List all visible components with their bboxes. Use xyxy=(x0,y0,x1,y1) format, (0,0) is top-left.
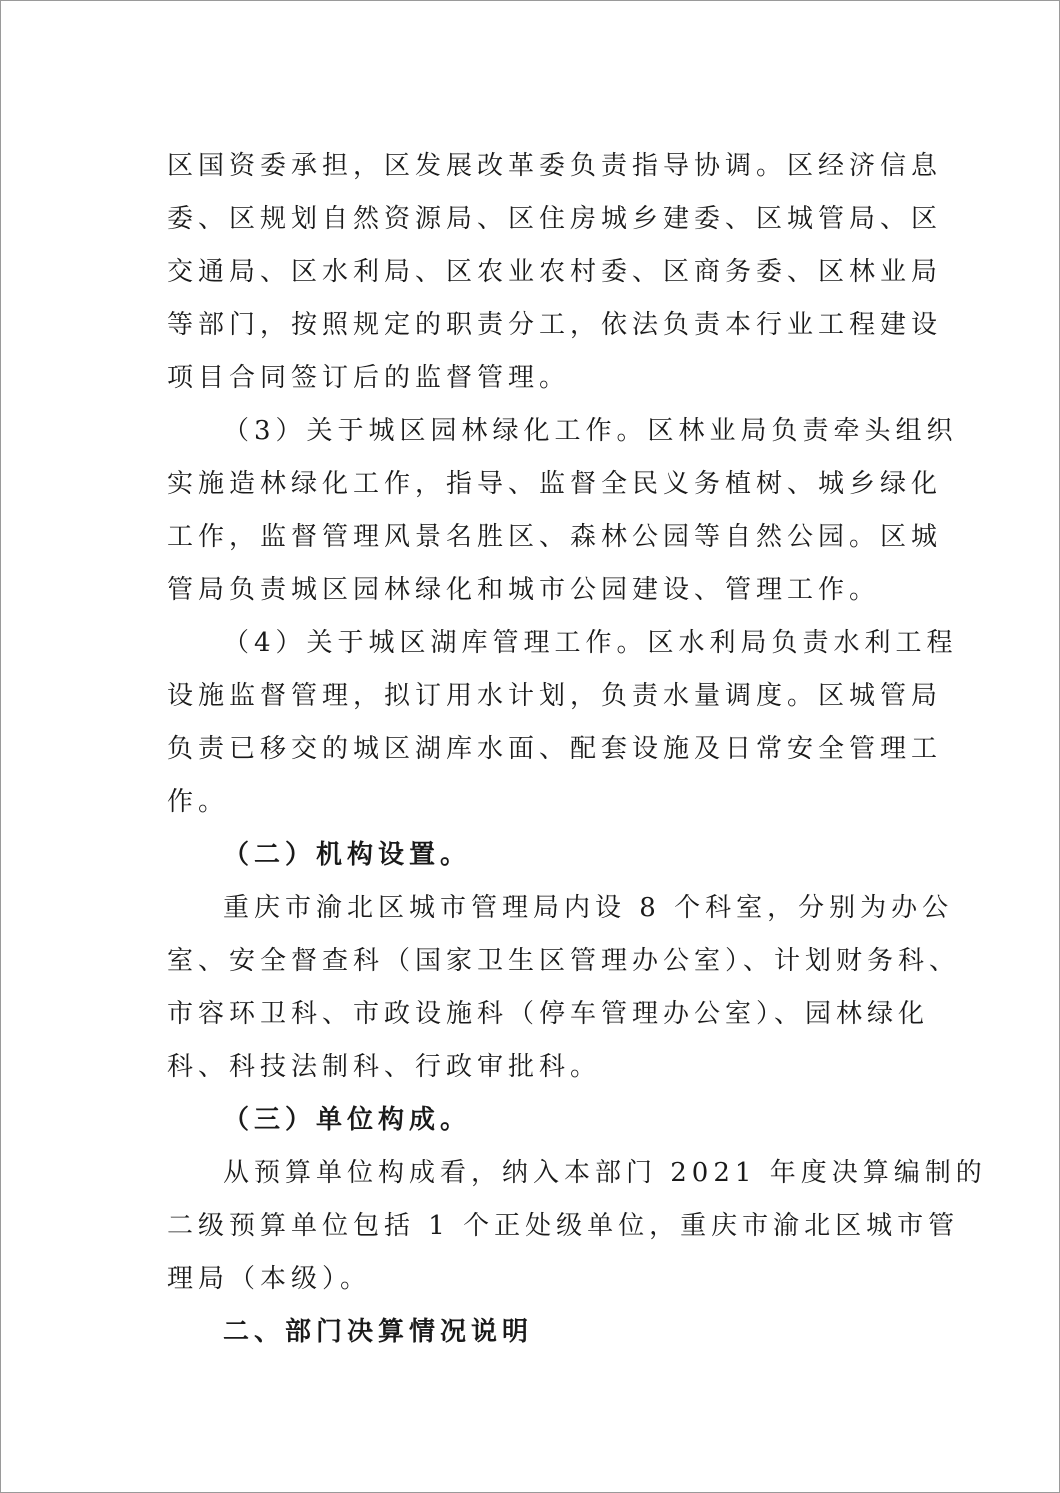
text-line: 工作，监督管理风景名胜区、森林公园等自然公园。区城 xyxy=(167,522,943,552)
text-line: 作。 xyxy=(167,787,230,817)
text-line: 委、区规划自然资源局、区住房城乡建委、区城管局、区 xyxy=(167,204,943,234)
text-line: 交通局、区水利局、区农业农村委、区商务委、区林业局 xyxy=(167,257,943,287)
text-line: 项目合同签订后的监督管理。 xyxy=(167,363,571,393)
text-line: 市容环卫科、市政设施科（停车管理办公室）、园林绿化 xyxy=(167,999,930,1029)
paragraph-start: （4）关于城区湖库管理工作。区水利局负责水利工程 xyxy=(223,628,958,658)
section-heading: （三）单位构成。 xyxy=(223,1105,472,1135)
text-line: 管局负责城区园林绿化和城市公园建设、管理工作。 xyxy=(167,575,881,605)
text-line: 实施造林绿化工作，指导、监督全民义务植树、城乡绿化 xyxy=(167,469,943,499)
text-line: 负责已移交的城区湖库水面、配套设施及日常安全管理工 xyxy=(167,734,943,764)
paragraph-start: 重庆市渝北区城市管理局内设 8 个科室，分别为办公 xyxy=(223,893,954,923)
paragraph-start: 从预算单位构成看，纳入本部门 2021 年度决算编制的 xyxy=(223,1158,987,1188)
text-line: 区国资委承担，区发展改革委负责指导协调。区经济信息 xyxy=(167,151,943,181)
text-line: 室、安全督查科（国家卫生区管理办公室）、计划财务科、 xyxy=(167,946,961,976)
paragraph-start: （3）关于城区园林绿化工作。区林业局负责牵头组织 xyxy=(223,416,958,446)
text-line: 理局（本级）。 xyxy=(167,1264,372,1294)
chapter-heading: 二、部门决算情况说明 xyxy=(223,1317,534,1347)
text-line: 二级预算单位包括 1 个正处级单位，重庆市渝北区城市管 xyxy=(167,1211,960,1241)
text-line: 等部门，按照规定的职责分工，依法负责本行业工程建设 xyxy=(167,310,943,340)
section-heading: （二）机构设置。 xyxy=(223,840,472,870)
text-line: 设施监督管理，拟订用水计划，负责水量调度。区城管局 xyxy=(167,681,943,711)
text-line: 科、科技法制科、行政审批科。 xyxy=(167,1052,602,1082)
